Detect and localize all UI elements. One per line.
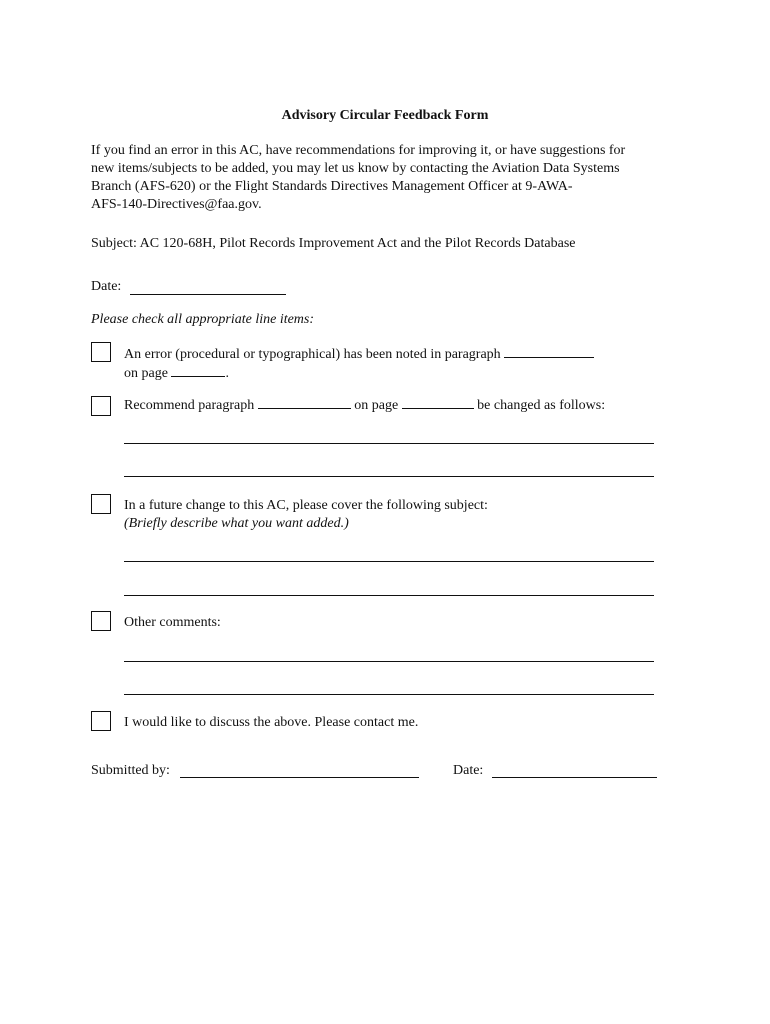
contact-me-label: I would like to discuss the above. Please contact me. — [124, 715, 419, 730]
form-title: Advisory Circular Feedback Form — [281, 108, 489, 123]
date-label: Date: — [91, 279, 122, 294]
recommend-answer-line[interactable] — [124, 476, 654, 477]
submitted-by-field[interactable] — [180, 777, 419, 778]
submitted-by-label: Submitted by: — [91, 763, 170, 778]
item-future-text — [124, 497, 488, 533]
checkbox-error-noted[interactable] — [91, 342, 111, 362]
item-error-page-label: on page — [124, 366, 168, 381]
intro-line: new items/subjects to be added, you may let us know by contacting the Aviation Data Systems — [91, 161, 620, 176]
recommend-paragraph-blank[interactable] — [258, 396, 351, 409]
intro-line: Branch (AFS-620) or the Flight Standards Directives Management Officer at 9-AWA- — [91, 179, 573, 194]
other-comments-label: Other comments: — [124, 615, 221, 630]
subject-line: Subject: AC 120-68H, Pilot Records Improvement Act and the Pilot Records Database — [91, 236, 576, 251]
future-change-line: In a future change to this AC, please cover the following subject: — [124, 498, 488, 513]
date-field[interactable] — [130, 294, 286, 295]
period: . — [225, 366, 229, 381]
intro-line: AFS-140-Directives@faa.gov. — [91, 197, 262, 212]
checkbox-recommend-change[interactable] — [91, 396, 111, 416]
checkbox-other-comments[interactable] — [91, 611, 111, 631]
submitted-date-label: Date: — [453, 763, 484, 778]
page-blank[interactable] — [171, 364, 225, 377]
future-change-hint: (Briefly describe what you want added.) — [124, 516, 349, 531]
submitted-date-field[interactable] — [492, 777, 657, 778]
recommend-page-label: on page — [354, 398, 399, 413]
item-error-line1: An error (procedural or typographical) has been noted in paragraph — [124, 347, 501, 362]
paragraph-blank[interactable] — [504, 345, 594, 358]
recommend-answer-line[interactable] — [124, 443, 654, 444]
recommend-page-blank[interactable] — [402, 396, 474, 409]
comments-answer-line[interactable] — [124, 694, 654, 695]
checkbox-contact-me[interactable] — [91, 711, 111, 731]
future-answer-line[interactable] — [124, 561, 654, 562]
intro-line: If you find an error in this AC, have recommendations for improving it, or have suggestions for — [91, 143, 626, 158]
item-recommend-text — [124, 396, 605, 415]
recommend-paragraph-label: Recommend paragraph — [124, 398, 255, 413]
recommend-change-label: be changed as follows: — [477, 398, 606, 413]
item-error-text — [124, 345, 594, 383]
future-answer-line[interactable] — [124, 595, 654, 596]
checkbox-future-change[interactable] — [91, 494, 111, 514]
comments-answer-line[interactable] — [124, 661, 654, 662]
instruction-text: Please check all appropriate line items: — [91, 312, 315, 327]
intro-paragraph — [91, 142, 625, 214]
